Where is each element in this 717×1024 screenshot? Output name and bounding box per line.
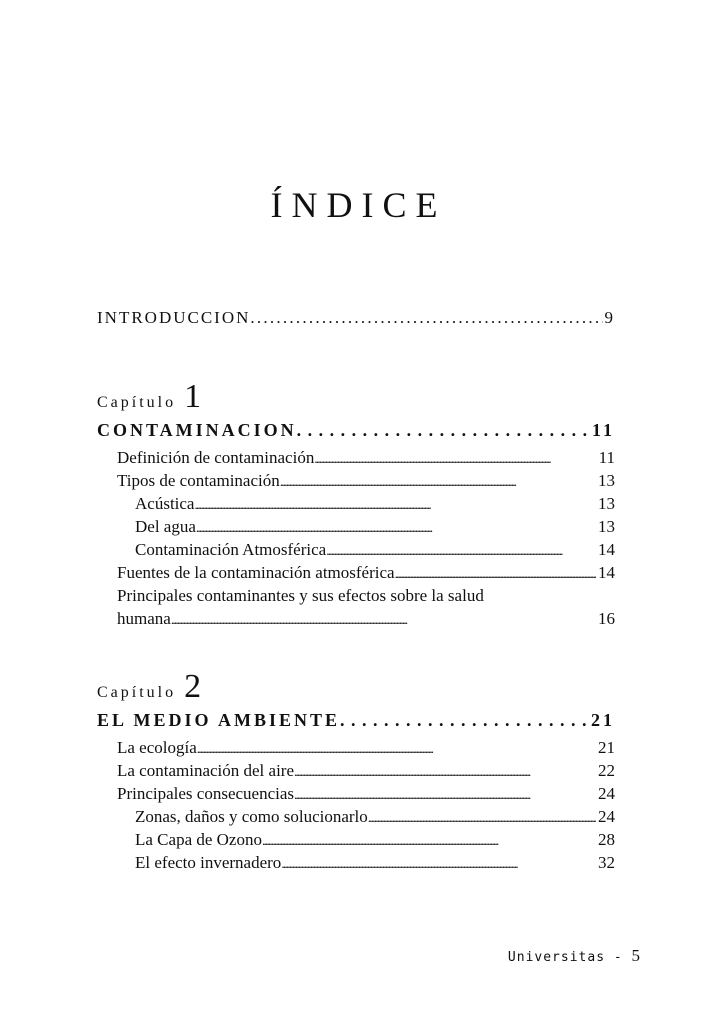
toc-subentry[interactable] — [97, 494, 615, 517]
toc-page-number: 14 — [598, 563, 615, 582]
dot-leader — [368, 807, 596, 827]
toc-entry[interactable] — [97, 761, 615, 784]
chapter-number: 1 — [184, 378, 202, 415]
footer-page-number: 5 — [631, 946, 641, 965]
toc-entry-label: Del agua — [135, 517, 196, 536]
chapter-word: Capítulo — [97, 394, 177, 411]
toc-entry[interactable] — [97, 563, 615, 586]
toc-page-number: 9 — [604, 308, 615, 327]
toc-entry-label: La Capa de Ozono — [135, 830, 262, 849]
toc-entry-label: Contaminación Atmosférica — [135, 540, 327, 559]
toc-entry-label: La contaminación del aire — [117, 761, 294, 780]
toc-subentry[interactable] — [97, 853, 615, 876]
chapter-title: EL MEDIO AMBIENTE — [97, 710, 341, 730]
chapter-word: Capítulo — [97, 684, 177, 701]
dot-leader — [294, 784, 596, 804]
toc-page-number: 24 — [598, 807, 615, 826]
dot-leader — [314, 448, 596, 468]
dot-leader — [250, 308, 602, 328]
dot-leader — [280, 471, 596, 491]
toc-entry-label: Principales consecuencias — [117, 784, 295, 803]
dot-leader — [194, 494, 596, 514]
toc-page-number: 32 — [598, 853, 615, 872]
dot-leader — [395, 563, 596, 583]
chapter-title: CONTAMINACION — [97, 420, 297, 440]
toc-page-number: 11 — [591, 420, 615, 440]
toc-entry-label: humana — [117, 609, 171, 628]
toc-subentry[interactable] — [97, 517, 615, 540]
table-of-contents — [97, 308, 615, 876]
toc-entry-label: Zonas, daños y como solucionarlo — [135, 807, 368, 826]
toc-subentry[interactable] — [97, 807, 615, 830]
toc-page-number: 28 — [598, 830, 615, 849]
toc-entry-label: Acústica — [135, 494, 195, 513]
toc-page-number: 11 — [598, 448, 615, 467]
page-footer — [508, 946, 641, 966]
dot-leader — [297, 420, 590, 441]
toc-entry-introduccion[interactable] — [97, 308, 615, 340]
toc-page-number: 13 — [598, 494, 615, 513]
chapter-number: 2 — [184, 668, 202, 705]
page-title: ÍNDICE — [270, 185, 447, 225]
toc-entry[interactable] — [97, 471, 615, 494]
toc-entry-label: La ecología — [117, 738, 197, 757]
toc-page-number: 21 — [598, 738, 615, 757]
toc-page-number: 22 — [598, 761, 615, 780]
toc-entry-label: El efecto invernadero — [135, 853, 282, 872]
chapter-title-row[interactable] — [97, 710, 615, 738]
toc-page-number: 21 — [591, 710, 615, 730]
chapter-title-row[interactable] — [97, 420, 615, 448]
toc-page-number: 13 — [598, 517, 615, 536]
toc-subentry[interactable] — [97, 830, 615, 853]
chapter-heading — [97, 378, 615, 420]
toc-entry[interactable] — [97, 609, 615, 632]
toc-entry-label: Tipos de contaminación — [117, 471, 280, 490]
dot-leader — [197, 738, 596, 758]
toc-subentry[interactable] — [97, 540, 615, 563]
toc-entry[interactable] — [97, 448, 615, 471]
dot-leader — [294, 761, 596, 781]
toc-entry-label-line1[interactable]: Principales contaminantes y sus efectos sobre la salud — [117, 586, 484, 605]
dot-leader — [171, 609, 596, 629]
toc-page-number: 24 — [598, 784, 615, 803]
dot-leader — [340, 710, 589, 731]
dot-leader — [196, 517, 596, 537]
chapter-heading — [97, 668, 615, 710]
toc-page-number: 13 — [598, 471, 615, 490]
toc-page-number: 16 — [598, 609, 615, 628]
toc-entry-label: INTRODUCCION — [97, 308, 251, 327]
toc-entry-label: Definición de contaminación — [117, 448, 315, 467]
dot-leader — [262, 830, 596, 850]
dot-leader — [326, 540, 596, 560]
dot-leader — [281, 853, 596, 873]
toc-entry[interactable] — [97, 784, 615, 807]
footer-publication: Universitas - — [507, 950, 623, 965]
toc-entry-label: Fuentes de la contaminación atmosférica — [117, 563, 395, 582]
toc-entry[interactable] — [97, 738, 615, 761]
toc-page-number: 14 — [598, 540, 615, 559]
